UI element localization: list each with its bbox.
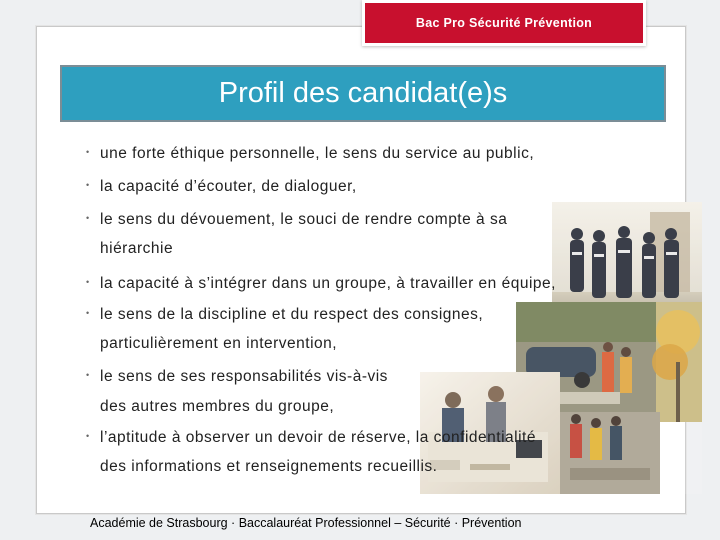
list-item-2: la capacité d’écouter, de dialoguer, — [100, 178, 357, 195]
course-badge — [362, 0, 646, 46]
bullet-marker: • — [86, 180, 90, 190]
list-item-4: la capacité à s’intégrer dans un groupe, à travailler en équipe, — [100, 275, 556, 292]
bullet-marker: • — [86, 277, 90, 287]
slide-title: Profil des candidat(e)s — [218, 77, 508, 109]
slide-title-bar — [60, 65, 666, 122]
list-item-5-line-2: particulièrement en intervention, — [100, 335, 338, 352]
security-photo-montage — [420, 202, 702, 494]
bullet-marker: • — [86, 213, 90, 223]
bullet-marker: • — [86, 308, 90, 318]
list-item-7-line-2: des informations et renseignements recueillis. — [100, 458, 438, 475]
course-badge-label: Bac Pro Sécurité Prévention — [415, 16, 593, 30]
list-item-3-line-2: hiérarchie — [100, 240, 174, 257]
bullet-marker: • — [86, 147, 90, 157]
footer-text: Académie de Strasbourg · Baccalauréat Professionnel – Sécurité · Prévention — [90, 516, 522, 530]
list-item-7-line-1: l’aptitude à observer un devoir de réserve, la confidentialité — [100, 429, 536, 446]
list-item-6-line-2: des autres membres du groupe, — [100, 398, 335, 415]
bullet-marker: • — [86, 431, 90, 441]
bullet-marker: • — [86, 370, 90, 380]
list-item-6-line-1: le sens de ses responsabilités vis-à-vis — [100, 368, 388, 385]
list-item-3-line-1: le sens du dévouement, le souci de rendre compte à sa — [100, 211, 508, 228]
list-item-1: une forte éthique personnelle, le sens du service au public, — [100, 145, 535, 162]
list-item-5-line-1: le sens de la discipline et du respect des consignes, — [100, 306, 484, 323]
